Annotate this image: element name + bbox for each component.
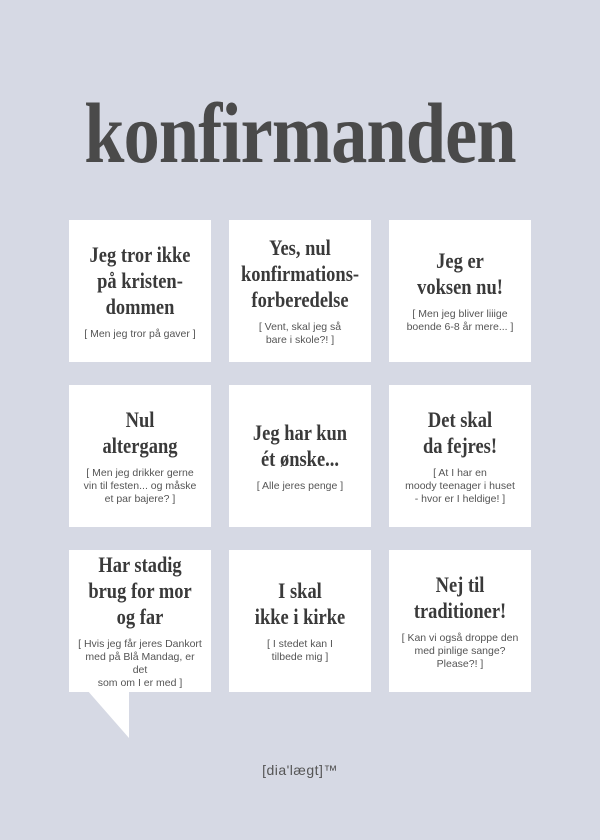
card-8 bbox=[229, 550, 371, 692]
card-heading: Jeg tror ikke på kristen- dommen bbox=[89, 241, 191, 319]
card-2 bbox=[229, 220, 371, 362]
card-3 bbox=[389, 220, 531, 362]
card-subtext: [ Kan vi også droppe den med pinlige sange? Please?! ] bbox=[401, 631, 519, 670]
card-heading: Det skal da fejres! bbox=[422, 406, 498, 458]
card-heading: Jeg har kun ét ønske... bbox=[252, 419, 348, 471]
card-6 bbox=[389, 385, 531, 527]
card-grid bbox=[69, 220, 531, 692]
card-subtext: [ Hvis jeg får jeres Dankort med på Blå Mandag, er det som om I er med ] bbox=[78, 638, 202, 689]
card-heading: Nul altergang bbox=[102, 406, 178, 458]
speech-bubble-tail bbox=[69, 690, 129, 738]
card-heading: Jeg er voksen nu! bbox=[417, 248, 503, 299]
card-1 bbox=[69, 220, 211, 362]
card-5 bbox=[229, 385, 371, 527]
card-subtext: [ At I har en moody teenager i huset - hvor er I heldige! ] bbox=[405, 466, 515, 505]
card-subtext: [ Vent, skal jeg så bare i skole?! ] bbox=[258, 321, 342, 346]
card-heading: Nej til traditioner! bbox=[413, 571, 507, 623]
card-subtext: [ I stedet kan I tilbede mig ] bbox=[267, 638, 333, 663]
card-4 bbox=[69, 385, 211, 527]
card-subtext: [ Men jeg drikker gerne vin til festen... og måske et par bajere? ] bbox=[83, 466, 197, 505]
card-subtext: [ Men jeg tror på gaver ] bbox=[84, 327, 196, 340]
card-heading: Har stadig brug for mor og far bbox=[88, 552, 192, 629]
poster-title: konfirmanden bbox=[84, 85, 516, 181]
card-7 bbox=[69, 550, 211, 692]
card-heading: I skal ikke i kirke bbox=[254, 578, 346, 629]
card-9 bbox=[389, 550, 531, 692]
card-subtext: [ Men jeg bliver liiige boende 6-8 år mere... ] bbox=[406, 308, 514, 333]
card-subtext: [ Alle jeres penge ] bbox=[256, 479, 344, 492]
brand-logo: [dia'lægt]™ bbox=[262, 762, 338, 778]
card-heading: Yes, nul konfirmations- forberedelse bbox=[240, 235, 360, 312]
